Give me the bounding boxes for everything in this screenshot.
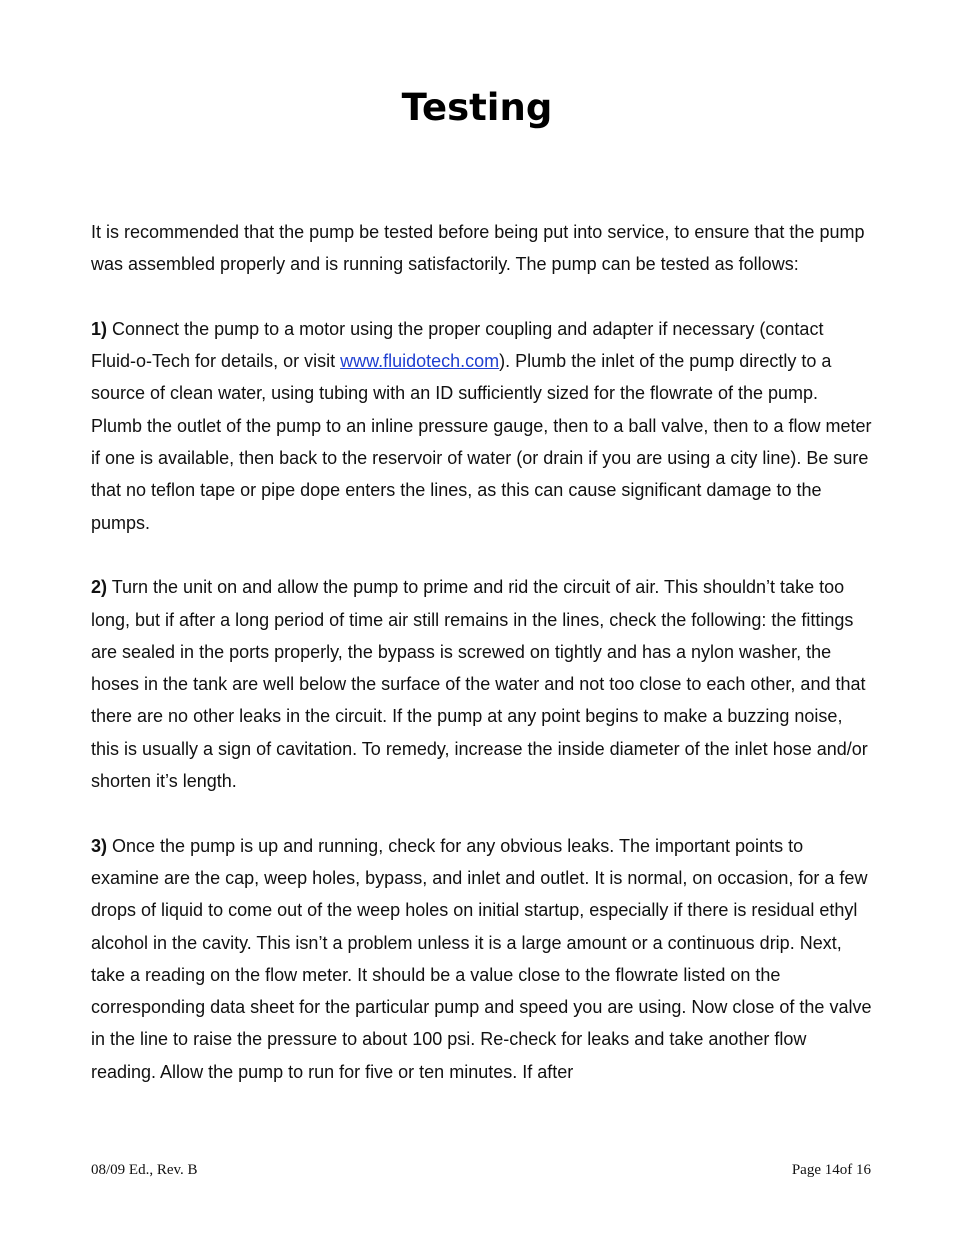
step-1-paragraph	[91, 313, 872, 539]
step-3-text: Once the pump is up and running, check for any obvious leaks. The important points to examine are the cap, weep holes, bypass, and inlet and outlet. It is normal, on occasion, for a few drops of liquid to come out of the weep holes on initial startup, especially if there is residual ethyl alcohol in the cavity. This isn’t a problem unless it is a large amount or a continuous drip. Next, take a reading on the flow meter. It should be a value close to the flowrate listed on the corresponding data sheet for the particular pump and speed you are using. Now close of the valve in the line to raise the pressure to about 100 psi. Re-check for leaks and take another flow reading. Allow the pump to run for five or ten minutes. If after	[91, 835, 872, 1082]
step-2-number: 2)	[91, 577, 108, 598]
intro-paragraph: It is recommended that the pump be tested before being put into service, to ensure that the pump was assembled properly and is running satisfactorily. The pump can be tested as follows:	[91, 222, 865, 275]
step-3-number: 3)	[91, 835, 108, 856]
fluidotech-website-link[interactable]: www.fluidotech.com	[340, 351, 500, 372]
step-3-paragraph	[91, 830, 872, 1088]
step-2-paragraph	[91, 571, 872, 797]
step-2-text: Turn the unit on and allow the pump to prime and rid the circuit of air. This shouldn’t take too long, but if after a long period of time air still remains in the lines, check the following: the fittings are sealed in the ports properly, the bypass is screwed on tightly and has a nylon washer, the hoses in the tank are well below the surface of the water and not too close to each other, and that there are no other leaks in the circuit. If the pump at any point begins to make a buzzing noise, this is usually a sign of cavitation. To remedy, increase the inside diameter of the inlet hose and/or shorten it’s length.	[91, 577, 868, 792]
step-1-number: 1)	[91, 318, 108, 339]
footer-edition: 08/09 Ed., Rev. B	[91, 1162, 198, 1178]
step-1-text-after-link: ). Plumb the inlet of the pump directly to a source of clean water, using tubing with an ID sufficiently sized for the flowrate of the pump. Plumb the outlet of the pump to an inline pressure gauge, then to a ball valve, then to a flow meter if one is available, then back to the reservoir of water (or drain if you are using a city line). Be sure that no teflon tape or pipe dope enters the lines, as this can cause significant damage to the pumps.	[91, 351, 872, 533]
footer-page-number: Page 14of 16	[791, 1162, 871, 1178]
step-1-text-before-link: Connect the pump to a motor using the proper coupling and adapter if necessary (contact Fluid-o-Tech for details, or visit	[91, 318, 824, 372]
document-body	[91, 216, 872, 1120]
page-title: Testing	[401, 86, 553, 129]
